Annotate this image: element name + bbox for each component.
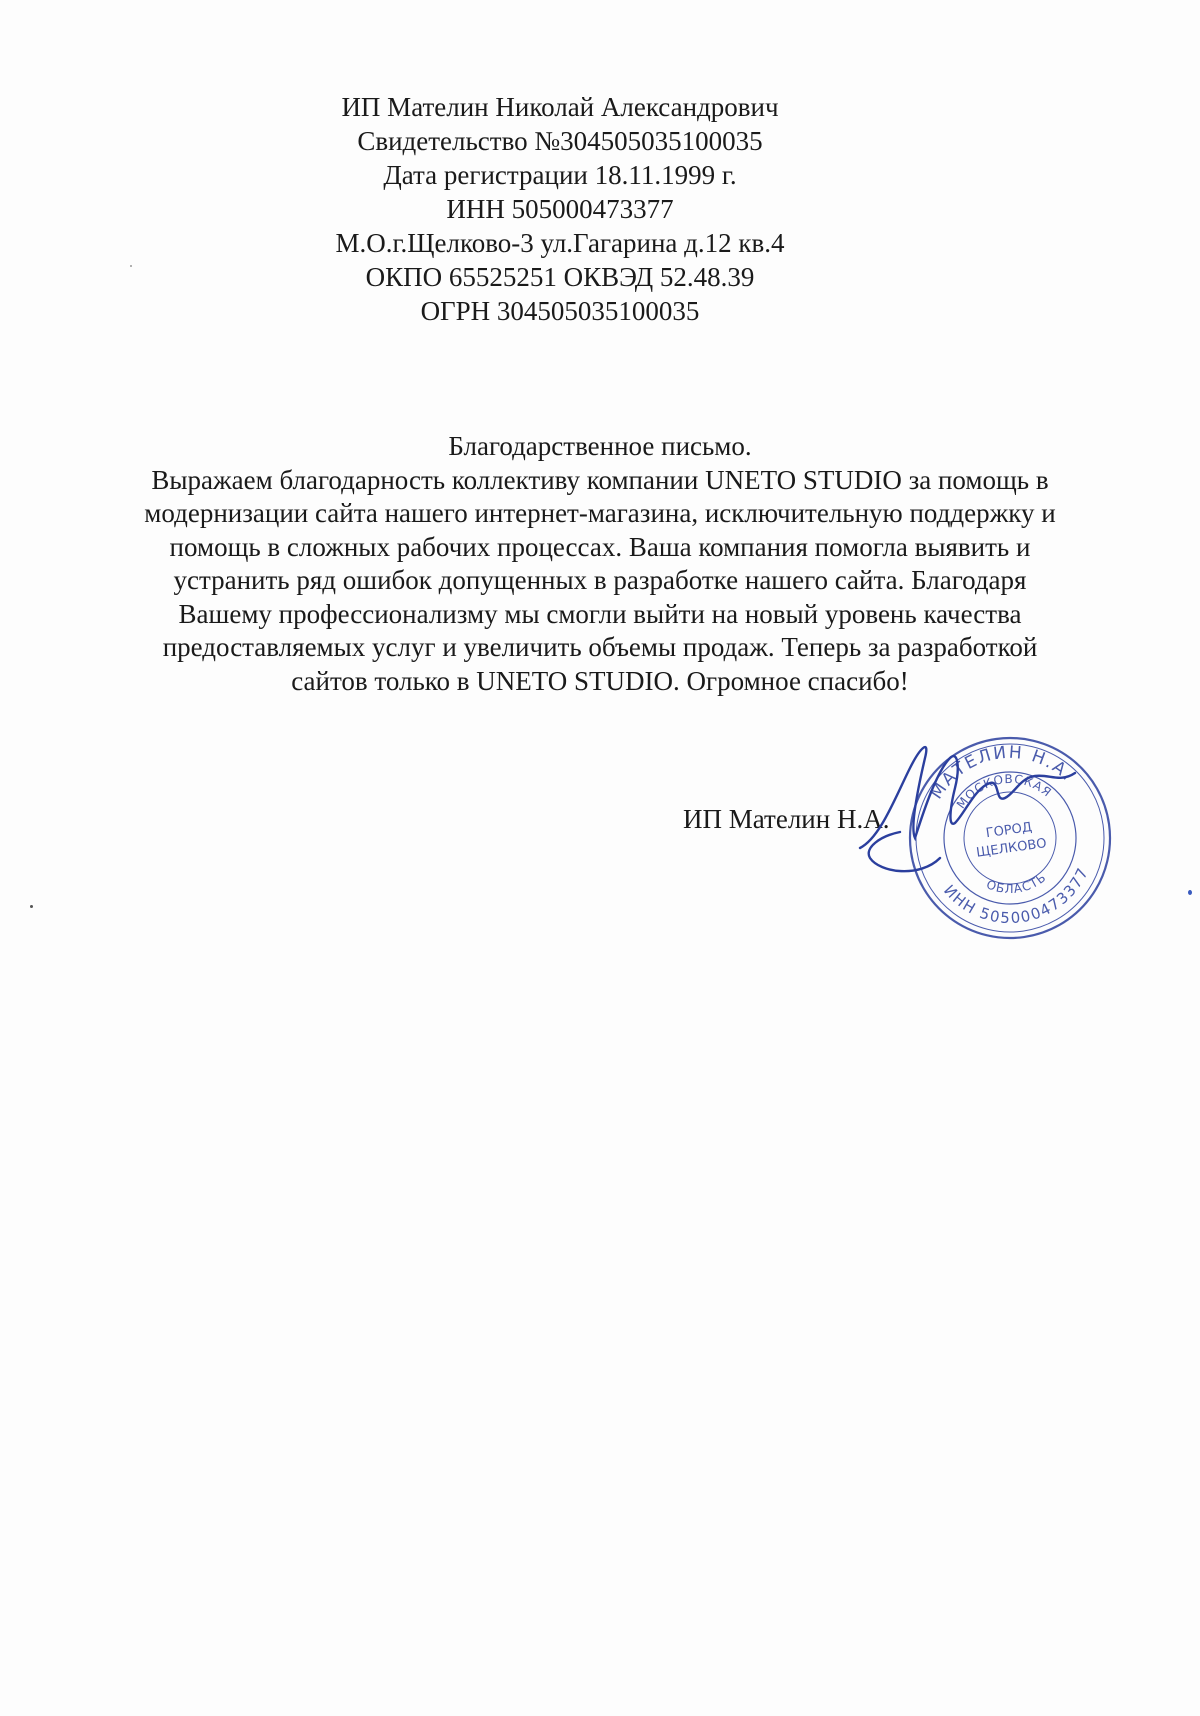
letter-line: Вашему профессионализму мы смогли выйти на новый уровень качества xyxy=(178,598,1022,629)
letter-title: Благодарственное письмо. xyxy=(448,431,752,461)
stamp-city-line1: ГОРОД xyxy=(984,819,1033,842)
stamp-top-text: МАТЕЛИН Н.А. xyxy=(926,742,1078,803)
letterhead xyxy=(300,90,820,328)
stamp-seal-icon xyxy=(900,728,1120,948)
letterhead-ogrn: ОГРН 304505035100035 xyxy=(420,296,700,326)
letter-line: устранить ряд ошибок допущенных в разработке нашего сайта. Благодаря xyxy=(173,565,1027,595)
letter-line: сайтов только в UNETO STUDIO. Огромное спасибо! xyxy=(291,665,909,696)
letterhead-inn: ИНН 505000473377 xyxy=(446,194,674,224)
scan-speck xyxy=(130,265,132,267)
letter-line: Выражаем благодарность коллективу компании UNETO STUDIO за помощь в xyxy=(151,464,1049,495)
letterhead-okpo-okved: ОКПО 65525251 ОКВЭД 52.48.39 xyxy=(365,262,755,292)
stamp-oblast-text: ОБЛАСТЬ xyxy=(984,870,1049,897)
stamp-inn-text: ИНН 505000473377 xyxy=(940,864,1093,928)
letterhead-address: М.О.г.Щелково-3 ул.Гагарина д.12 кв.4 xyxy=(335,228,785,258)
scan-speck xyxy=(30,905,33,908)
official-stamp xyxy=(900,728,1200,1028)
signatory-name: ИП Мателин Н.А. xyxy=(683,804,890,834)
letterhead-registration-date: Дата регистрации 18.11.1999 г. xyxy=(383,160,737,190)
letter-line: модернизации сайта нашего интернет-магазина, исключительную поддержку и xyxy=(144,498,1056,528)
letterhead-owner: ИП Мателин Николай Александрович xyxy=(341,92,779,122)
letter-line: предоставляемых услуг и увеличить объемы продаж. Теперь за разработкой xyxy=(162,632,1038,662)
stamp-region-text: МОСКОВСКАЯ xyxy=(953,771,1055,812)
letter-line: помощь в сложных рабочих процессах. Ваша компания помогла выявить и xyxy=(169,531,1031,562)
letter-body xyxy=(100,430,1100,698)
letterhead-certificate: Свидетельство №304505035100035 xyxy=(357,126,763,156)
stamp-city-line2: ЩЕЛКОВО xyxy=(975,836,1048,861)
scan-speck xyxy=(1188,890,1192,895)
